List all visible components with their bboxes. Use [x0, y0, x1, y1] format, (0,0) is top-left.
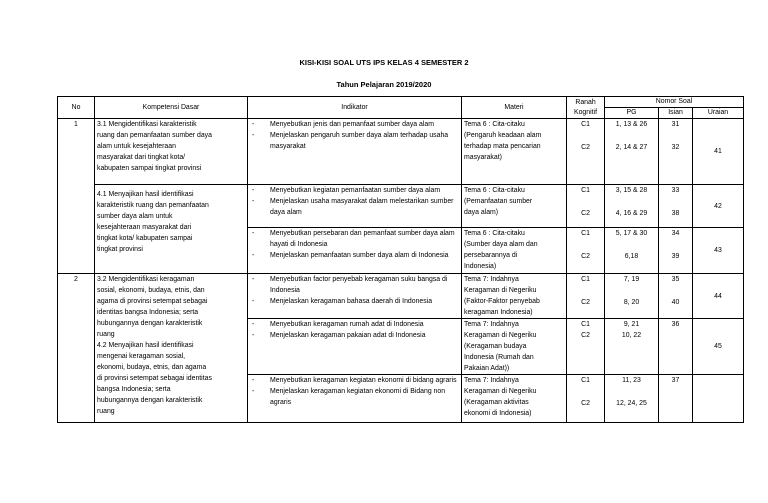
indikator-item	[252, 228, 459, 250]
indikator-item	[252, 274, 459, 296]
header-nomor-soal: Nomor Soal	[605, 97, 744, 108]
materi-line: (Keragaman aktivitas	[464, 399, 529, 406]
isian-cell	[659, 228, 693, 274]
kompetensi-line: identitas bangsa Indonesia; serta	[97, 309, 199, 316]
pg-value: 5, 17 & 30	[615, 230, 648, 237]
isian-value: 36	[671, 321, 680, 328]
ranah-cell	[567, 119, 605, 185]
ranah-cell	[567, 375, 605, 423]
uraian-cell: 41	[693, 119, 744, 185]
uraian-cell: 42	[693, 185, 744, 228]
table-row	[58, 119, 744, 185]
kompetensi-line: kabupaten sampai tingkat provinsi	[97, 165, 202, 172]
materi-line: Tema 6 : Cita-citaku	[464, 121, 525, 128]
materi-line: Tema 7: Indahnya	[464, 276, 519, 283]
kompetensi-line: ruang	[97, 408, 115, 415]
kompetensi-line: mengenai keragaman sosial,	[97, 353, 186, 360]
ranah-value: C2	[581, 253, 590, 260]
ranah-value: C2	[581, 332, 590, 339]
indikator-cell	[248, 228, 462, 274]
materi-cell	[462, 274, 567, 319]
indikator-text: Menjelaskan pengaruh sumber daya alam terhadap usaha masyarakat	[270, 132, 449, 150]
header-kompetensi-dasar: Kompetensi Dasar	[95, 97, 248, 119]
isian-value: 39	[671, 253, 680, 260]
isian-value: 38	[671, 210, 680, 217]
kompetensi-line: sumber daya alam untuk	[97, 213, 173, 220]
header-materi: Materi	[462, 97, 567, 119]
ranah-value: C1	[581, 276, 590, 283]
kompetensi-line: tingkat kota/ kabupaten sampai	[97, 235, 193, 242]
materi-line: terhadap mata pencarian	[464, 143, 541, 150]
materi-cell	[462, 185, 567, 228]
indikator-item	[252, 196, 459, 218]
uraian-cell: 43	[693, 228, 744, 274]
isian-value: 34	[671, 230, 680, 237]
pg-cell	[605, 185, 659, 228]
kompetensi-line: 3.2 Mengidentifikasi keragaman	[97, 276, 195, 283]
isian-value: 31	[671, 121, 680, 128]
row-number: 2	[58, 274, 95, 423]
pg-value: 11, 23	[622, 377, 641, 384]
kompetensi-line: 3.1 Mengidentifikasi karakteristik	[97, 121, 197, 128]
materi-cell	[462, 319, 567, 375]
kompetensi-dasar-cell	[95, 185, 248, 274]
pg-cell	[605, 319, 659, 375]
indikator-cell	[248, 274, 462, 319]
isian-value: 32	[671, 144, 680, 151]
materi-line: masyarakat)	[464, 154, 502, 161]
pg-value: 9, 21	[623, 321, 640, 328]
indikator-item	[252, 119, 459, 130]
header-no: No	[58, 97, 95, 119]
ranah-value: C1	[581, 321, 590, 328]
isian-value: 35	[671, 276, 680, 283]
isian-value: 33	[671, 187, 680, 194]
header-ranah-kognitif: Ranah Kognitif	[567, 97, 605, 119]
materi-cell	[462, 119, 567, 185]
header-pg: PG	[605, 108, 659, 119]
ranah-value: C1	[581, 230, 590, 237]
indikator-item	[252, 130, 459, 152]
indikator-text: Menyebutkan keragaman kegiatan ekonomi di bidang agraris	[270, 377, 457, 384]
ranah-cell	[567, 319, 605, 375]
row-number: 1	[58, 119, 95, 274]
kompetensi-line: hubungannya dengan karakteristik	[97, 320, 203, 327]
indikator-item	[252, 185, 459, 196]
indikator-text: Menyebutkan factor penyebab keragaman suku bangsa di Indonesia	[270, 276, 448, 294]
kompetensi-dasar-cell	[95, 119, 248, 185]
dash-marker: -	[252, 198, 255, 205]
uraian-cell: 44	[693, 274, 744, 319]
dash-marker: -	[252, 132, 255, 139]
materi-line: (Pengaruh keadaan alam	[464, 132, 542, 139]
materi-line: Pakaian Adat))	[464, 365, 510, 372]
materi-line: Tema 6 : Cita-citaku	[464, 230, 525, 237]
indikator-item	[252, 375, 459, 386]
indikator-text: Menjelaskan keragaman pakaian adat di Indonesia	[270, 332, 426, 339]
indikator-text: Menjelaskan keragaman bahasa daerah di Indonesia	[270, 298, 433, 305]
pg-cell	[605, 375, 659, 423]
pg-cell	[605, 274, 659, 319]
kompetensi-line: karakteristik ruang dan pemanfaatan	[97, 202, 209, 209]
dash-marker: -	[252, 321, 255, 328]
kompetensi-line: tingkat provinsi	[97, 246, 143, 253]
isian-cell	[659, 319, 693, 375]
kompetensi-line: 4.1 Menyajikan hasil identifikasi	[97, 191, 194, 198]
pg-value: 3, 15 & 28	[615, 187, 648, 194]
indikator-cell	[248, 319, 462, 375]
isian-cell	[659, 185, 693, 228]
ranah-value: C1	[581, 187, 590, 194]
pg-value: 6,18	[624, 253, 639, 260]
indikator-text: Menyebutkan keragaman rumah adat di Indonesia	[270, 321, 424, 328]
materi-line: Keragaman di Negeriku	[464, 287, 537, 294]
ranah-cell	[567, 274, 605, 319]
materi-line: (Pemanfaatan sumber	[464, 198, 533, 205]
pg-value: 7, 19	[623, 276, 640, 283]
isian-value: 37	[671, 377, 680, 384]
indikator-item	[252, 386, 459, 408]
indikator-item	[252, 296, 459, 307]
indikator-cell	[248, 119, 462, 185]
indikator-cell	[248, 185, 462, 228]
materi-cell	[462, 228, 567, 274]
materi-line: keragaman Indonesia)	[464, 309, 533, 316]
materi-line: Indonesia)	[464, 263, 497, 270]
ranah-cell	[567, 228, 605, 274]
pg-value: 1, 13 & 26	[615, 121, 648, 128]
document-subtitle: Tahun Pelajaran 2019/2020	[336, 80, 432, 89]
kompetensi-line: ruang	[97, 331, 115, 338]
materi-cell	[462, 375, 567, 423]
dash-marker: -	[252, 298, 255, 305]
kompetensi-line: masyarakat dari tingkat kota/	[97, 154, 186, 161]
pg-value: 2, 14 & 27	[615, 144, 648, 151]
materi-line: Indonesia (Rumah dan	[464, 354, 534, 361]
materi-line: ekonomi di Indonesia)	[464, 410, 532, 417]
isian-cell	[659, 274, 693, 319]
kompetensi-line: agama di provinsi setempat sebagai	[97, 298, 208, 305]
table-row	[58, 185, 744, 228]
pg-cell	[605, 228, 659, 274]
indikator-text: Menjelaskan usaha masyarakat dalam melestarikan sumber daya alam	[270, 198, 454, 216]
kisi-kisi-table	[57, 96, 744, 423]
indikator-text: Menyebutkan persebaran dan pemanfaat sumber daya alam hayati di Indonesia	[270, 230, 455, 248]
header-isian: Isian	[659, 108, 693, 119]
indikator-item	[252, 319, 459, 330]
indikator-text: Menyebutkan kegiatan pemanfaatan sumber daya alam	[270, 187, 441, 194]
indikator-text: Menjelaskan keragaman kegiatan ekonomi di Bidang non agraris	[270, 388, 446, 406]
kompetensi-dasar-cell	[95, 274, 248, 423]
materi-line: Tema 7: Indahnya	[464, 321, 519, 328]
kompetensi-line: hubungannya dengan karakteristik	[97, 397, 203, 404]
materi-line: Tema 7: Indahnya	[464, 377, 519, 384]
isian-value: 40	[671, 299, 680, 306]
materi-line: (Sumber daya alam dan	[464, 241, 538, 248]
materi-line: (Keragaman budaya	[464, 343, 527, 350]
kompetensi-line: bangsa Indonesia; serta	[97, 386, 171, 393]
kompetensi-line: kesejahteraan masyarakat dari	[97, 224, 192, 231]
materi-line: Keragaman di Negeriku	[464, 332, 537, 339]
indikator-item	[252, 330, 459, 341]
ranah-value: C2	[581, 144, 590, 151]
pg-value: 8, 20	[623, 299, 640, 306]
kompetensi-line: di provinsi setempat sebagai identitas	[97, 375, 212, 382]
dash-marker: -	[252, 252, 255, 259]
pg-value: 4, 16 & 29	[615, 210, 648, 217]
table-row	[58, 274, 744, 319]
dash-marker: -	[252, 276, 255, 283]
kompetensi-line: alam untuk kesejahteraan	[97, 143, 176, 150]
indikator-text: Menyebutkan jenis dan pemanfaat sumber daya alam	[270, 121, 434, 128]
pg-cell	[605, 119, 659, 185]
ranah-value: C2	[581, 299, 590, 306]
materi-line: (Faktor-Faktor penyebab	[464, 298, 540, 305]
dash-marker: -	[252, 230, 255, 237]
kompetensi-line: ekonomi, budaya, etnis, dan agama	[97, 364, 207, 371]
ranah-value: C2	[581, 400, 590, 407]
ranah-cell	[567, 185, 605, 228]
ranah-value: C1	[581, 121, 590, 128]
header-uraian: Uraian	[693, 108, 744, 119]
kompetensi-line: 4.2 Menyajikan hasil identifikasi	[97, 342, 194, 349]
indikator-text: Menjelaskan pemanfaatan sumber daya alam di Indonesia	[270, 252, 449, 259]
dash-marker: -	[252, 388, 255, 395]
header-indikator: Indikator	[248, 97, 462, 119]
indikator-cell	[248, 375, 462, 423]
dash-marker: -	[252, 377, 255, 384]
dash-marker: -	[252, 332, 255, 339]
materi-line: Tema 6 : Cita-citaku	[464, 187, 525, 194]
uraian-cell: 45	[693, 319, 744, 375]
indikator-item	[252, 250, 459, 261]
dash-marker: -	[252, 121, 255, 128]
isian-cell	[659, 119, 693, 185]
ranah-value: C1	[581, 377, 590, 384]
ranah-value: C2	[581, 210, 590, 217]
uraian-cell	[693, 375, 744, 423]
kompetensi-line: ruang dan pemanfaatan sumber daya	[97, 132, 212, 139]
isian-cell	[659, 375, 693, 423]
document-title: KISI-KISI SOAL UTS IPS KELAS 4 SEMESTER 2	[299, 58, 469, 67]
materi-line: persebarannya di	[464, 252, 518, 259]
materi-line: Keragaman di Negeriku	[464, 388, 537, 395]
kompetensi-line: sosial, ekonomi, budaya, etnis, dan	[97, 287, 205, 294]
materi-line: daya alam)	[464, 209, 499, 216]
pg-value: 12, 24, 25	[616, 400, 647, 407]
pg-value: 10, 22	[621, 332, 642, 339]
dash-marker: -	[252, 187, 255, 194]
